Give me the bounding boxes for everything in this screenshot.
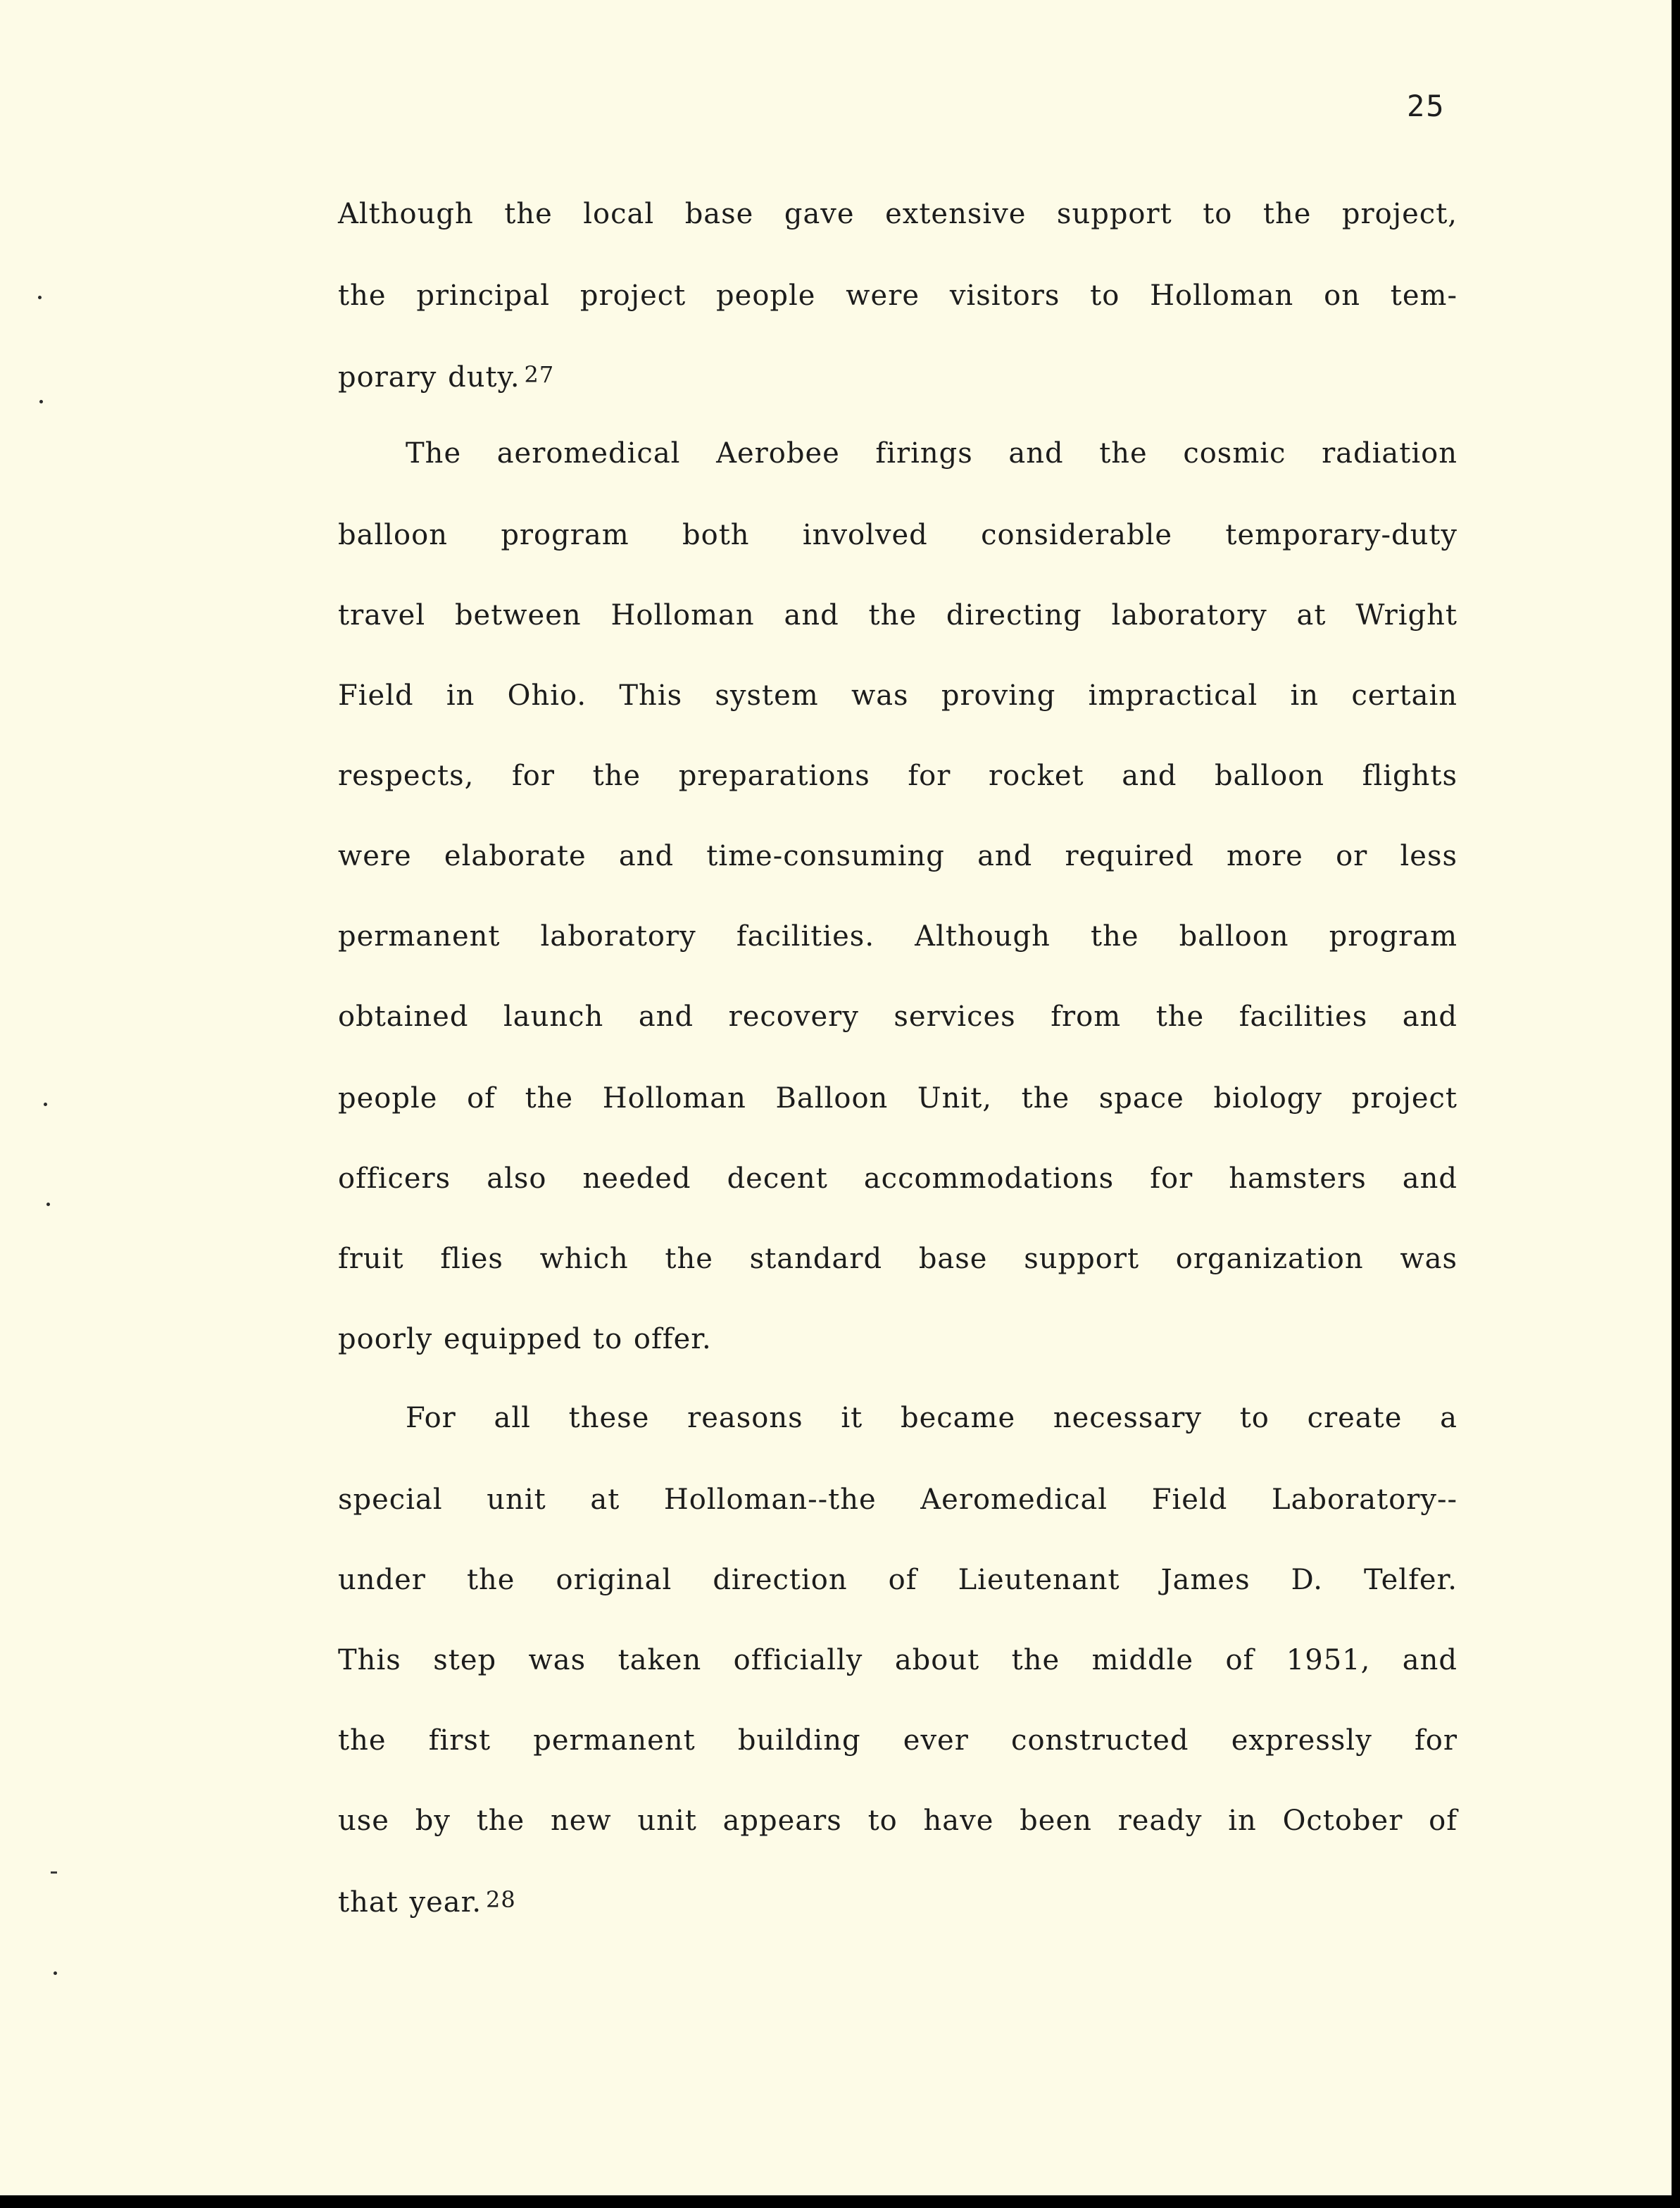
scan-speck bbox=[54, 1971, 57, 1975]
text-line: Although the local base gave extensive support to the project, bbox=[338, 198, 1458, 230]
text-line: obtained launch and recovery services from the facilities and bbox=[338, 1000, 1458, 1033]
text-line: This step was taken officially about the middle of 1951, and bbox=[338, 1644, 1458, 1676]
text-line: that year. bbox=[338, 1886, 482, 1919]
text-line: were elaborate and time-consuming and required more or less bbox=[338, 840, 1458, 872]
scan-speck bbox=[44, 1103, 47, 1106]
text-line: special unit at Holloman--the Aeromedical Field Laboratory-- bbox=[338, 1484, 1458, 1516]
text-line: poorly equipped to offer. bbox=[338, 1323, 712, 1355]
text-line: people of the Holloman Balloon Unit, the space biology project bbox=[338, 1082, 1458, 1115]
text-line: travel between Holloman and the directing laboratory at Wright bbox=[338, 599, 1458, 632]
text-line: fruit flies which the standard base support organization was bbox=[338, 1243, 1458, 1275]
scan-speck bbox=[46, 1203, 50, 1206]
text-line: balloon program both involved considerable temporary-duty bbox=[338, 519, 1458, 551]
text-line: the principal project people were visitors to Holloman on tem- bbox=[338, 280, 1458, 312]
text-line: The aeromedical Aerobee firings and the cosmic radiation bbox=[406, 437, 1458, 470]
page-number: 25 bbox=[1407, 89, 1446, 123]
text-line: porary duty. bbox=[338, 361, 520, 394]
scan-speck bbox=[38, 296, 42, 299]
footnote-marker: 27 bbox=[524, 361, 555, 388]
text-line: use by the new unit appears to have been ready in October of bbox=[338, 1805, 1458, 1837]
text-line: For all these reasons it became necessary to create a bbox=[406, 1402, 1458, 1434]
scan-speck bbox=[51, 1871, 57, 1874]
footnote-marker: 28 bbox=[486, 1886, 516, 1913]
text-line: permanent laboratory facilities. Although the balloon program bbox=[338, 920, 1458, 953]
text-line: Field in Ohio. This system was proving impractical in certain bbox=[338, 679, 1458, 712]
text-line-with-footnote bbox=[338, 1881, 1458, 1924]
text-line: under the original direction of Lieutenant James D. Telfer. bbox=[338, 1564, 1458, 1596]
text-line-with-footnote bbox=[338, 356, 1458, 399]
scan-speck bbox=[39, 400, 43, 403]
text-line: officers also needed decent accommodations for hamsters and bbox=[338, 1162, 1458, 1195]
text-line: respects, for the preparations for rocket and balloon flights bbox=[338, 760, 1458, 792]
text-line: the first permanent building ever constructed expressly for bbox=[338, 1724, 1458, 1757]
